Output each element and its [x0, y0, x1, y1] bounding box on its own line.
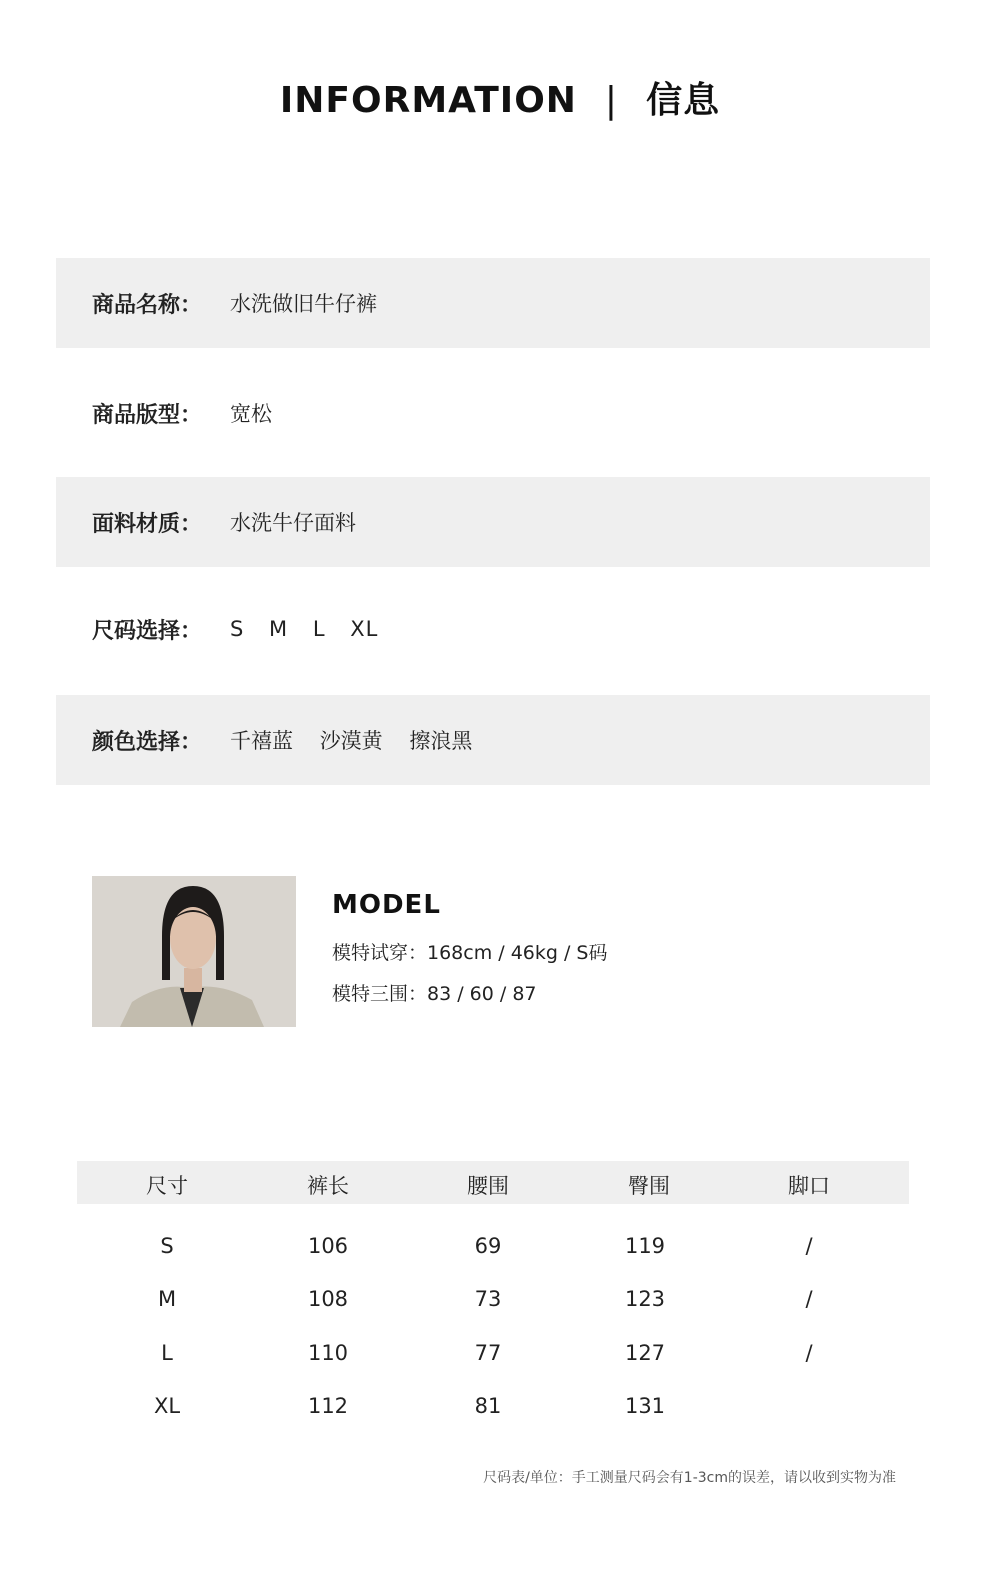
table-cell: / [805, 1234, 813, 1258]
model-try-on-info: 模特试穿：168cm / 46kg / S码 [332, 942, 608, 964]
title-separator: | [604, 80, 619, 121]
size-option: XL [350, 617, 379, 641]
info-value: 宽松 [230, 402, 272, 426]
table-cell: L [161, 1341, 173, 1365]
info-value: 水洗牛仔面料 [230, 511, 356, 535]
size-option: S [230, 617, 245, 641]
table-cell: 112 [307, 1394, 349, 1418]
info-row-material [56, 477, 930, 567]
model-photo [92, 876, 296, 1027]
info-row-name [56, 258, 930, 348]
color-option: 千禧蓝 [230, 729, 293, 753]
size-option: M [269, 617, 289, 641]
table-header-cell: 裤长 [307, 1174, 349, 1198]
info-row-fit [56, 368, 930, 458]
info-label: 商品名称： [92, 292, 203, 318]
table-cell: 123 [624, 1287, 666, 1311]
table-header-cell: 腰围 [467, 1174, 509, 1198]
table-cell: / [805, 1287, 813, 1311]
color-options [230, 725, 492, 755]
page-title-en: INFORMATION [279, 80, 577, 121]
table-cell: / [805, 1341, 813, 1365]
table-cell: XL [153, 1394, 181, 1418]
table-cell: 73 [474, 1287, 502, 1311]
table-cell: 108 [307, 1287, 349, 1311]
model-measurements: 模特三围：83 / 60 / 87 [332, 983, 537, 1005]
size-table-footnote: 尺码表/单位：手工测量尺码会有1-3cm的误差，请以收到实物为准 [483, 1470, 896, 1486]
table-header-cell: 尺寸 [146, 1174, 188, 1198]
table-cell: 131 [624, 1394, 666, 1418]
color-option: 擦浪黑 [409, 729, 473, 753]
info-label: 尺码选择： [92, 618, 203, 644]
page-title-cn: 信息 [646, 80, 721, 121]
table-header-cell: 臀围 [628, 1174, 670, 1198]
size-table-header [77, 1161, 909, 1204]
info-value: 水洗做旧牛仔裤 [230, 292, 377, 316]
table-cell: 127 [624, 1341, 666, 1365]
page-title [0, 72, 1000, 123]
table-cell: 77 [474, 1341, 502, 1365]
table-cell: 69 [474, 1234, 502, 1258]
info-label: 颜色选择： [92, 729, 203, 755]
color-option: 沙漠黄 [319, 729, 383, 753]
table-cell: 110 [307, 1341, 349, 1365]
table-cell: M [157, 1287, 177, 1311]
info-label: 商品版型： [92, 402, 203, 428]
table-row [77, 1341, 909, 1371]
table-cell: 119 [624, 1234, 666, 1258]
table-cell: 106 [307, 1234, 349, 1258]
model-title: MODEL [332, 890, 441, 920]
table-row [77, 1287, 909, 1317]
size-options [230, 617, 396, 641]
info-row-colors [56, 695, 930, 785]
table-cell: S [160, 1234, 174, 1258]
model-portrait-illustration [92, 876, 296, 1027]
info-label: 面料材质： [92, 511, 203, 537]
info-row-sizes [56, 584, 930, 674]
table-header-cell: 脚口 [788, 1174, 830, 1198]
table-row [77, 1394, 909, 1424]
table-row [77, 1234, 909, 1264]
table-cell: 81 [474, 1394, 502, 1418]
size-option: L [312, 617, 326, 641]
